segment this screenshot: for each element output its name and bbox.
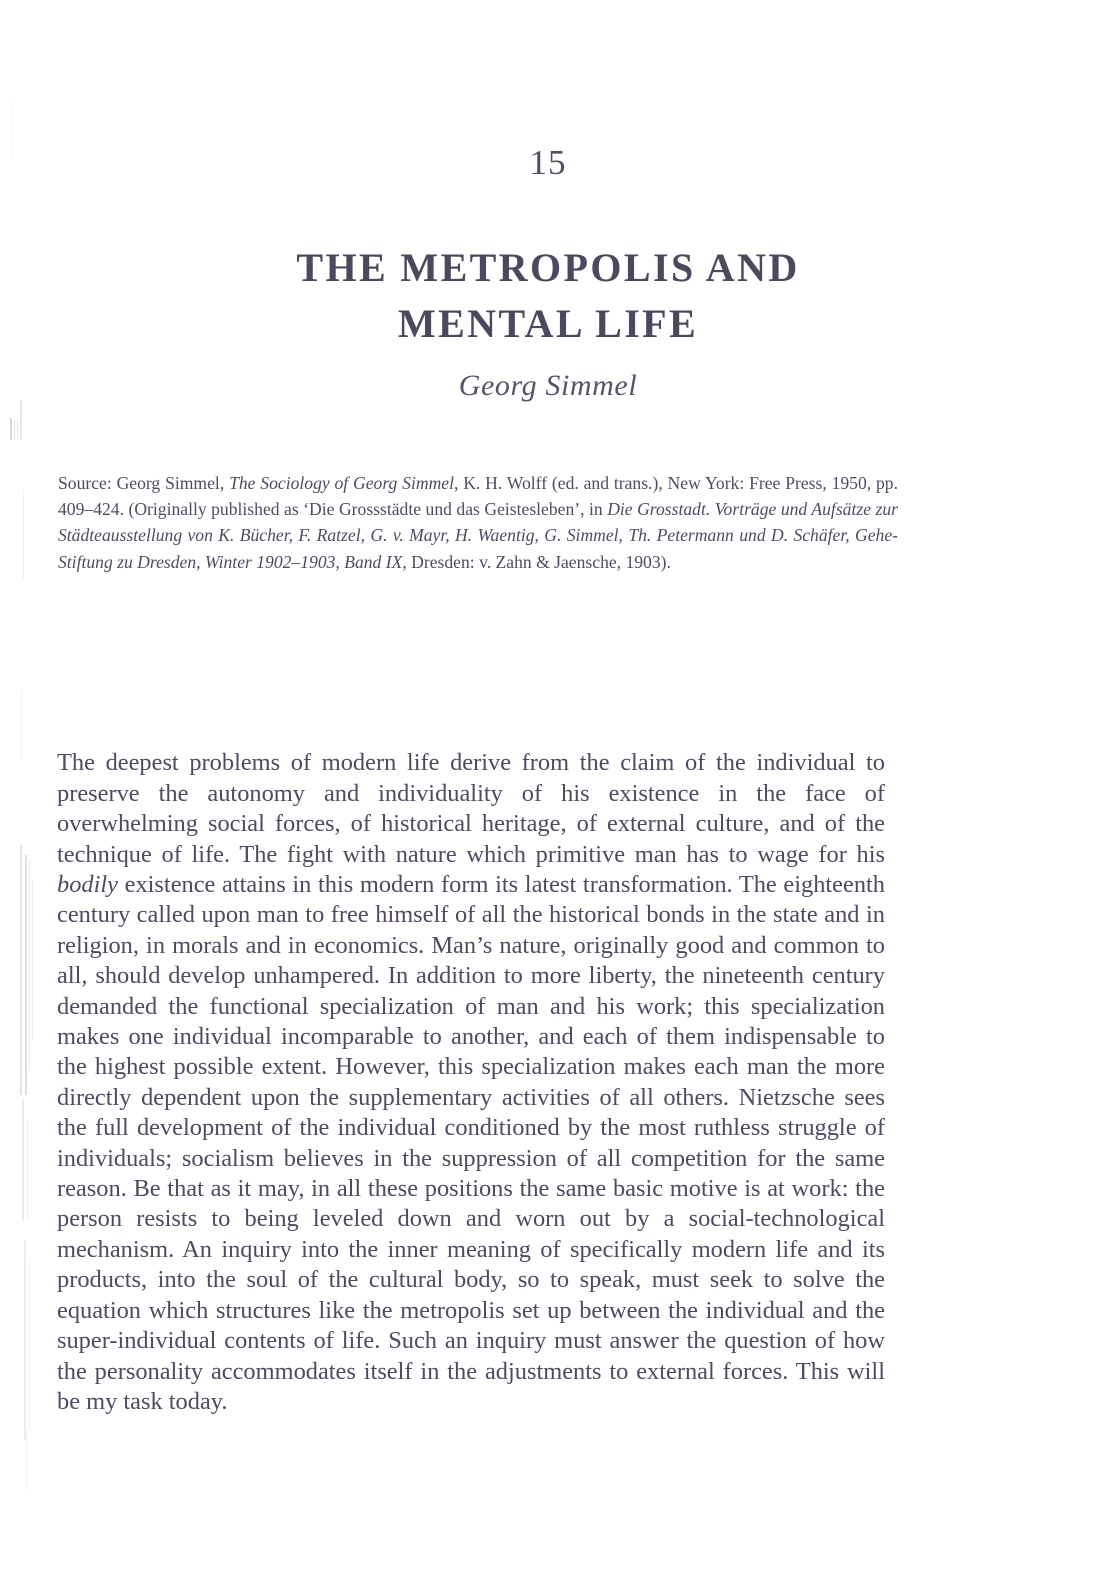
scan-streak <box>23 490 24 580</box>
source-original-title: Die Grosstadt. Vorträge und Aufsätze zur Städteausstellung von K. Bücher, F. Ratzel, G. v. Mayr, H. Waentig, G. Simmel, Th. Petermann und D. Schäfer, Gehe-Stiftung zu Dresden, Winter 1902–1903, Band IX <box>58 499 898 572</box>
author-byline: Georg Simmel <box>458 369 638 402</box>
scan-streak <box>27 1120 28 1220</box>
source-suffix: , Dresden: v. Zahn & Jaensche, 1903). <box>402 551 671 572</box>
scan-streak <box>20 400 22 440</box>
scan-streak <box>21 690 22 760</box>
scan-streak <box>32 880 33 1040</box>
source-publication-details: , K. H. Wolff (ed. and trans.), New York: Free Press, 1950, pp. 409–424. (Originally published as ‘Die Grossstädte und das Geistesleben’, in <box>58 473 898 520</box>
page-title <box>0 240 1096 352</box>
scan-streak <box>25 855 27 1095</box>
page-title-line-1: THE METROPOLIS AND <box>296 244 800 290</box>
scan-streak <box>29 1260 30 1430</box>
scan-streak <box>26 1430 27 1490</box>
body-emphasis-bodily: bodily <box>57 871 118 899</box>
body-text-part-1: The deepest problems of modern life derive from the claim of the individual to preserve the autonomy and individuality of his existence in the face of overwhelming social forces, of historical heritage, of external culture, and of the technique of life. The fight with nature which primitive man has to wage for his <box>57 749 885 868</box>
body-text-part-2: existence attains in this modern form its latest transformation. The eighteenth century called upon man to free himself of all the historical bonds in the state and in religion, in morals and in economics. Man’s nature, originally good and common to all, should develop unhampered. In addition to more liberty, the nineteenth century demanded the functional specialization of man and his work; this specialization makes one individual incomparable to another, and each of them indispensable to the highest possible extent. However, this specialization makes each man the more directly dependent upon the supplementary activities of all others. Nietzsche sees the full development of the individual conditioned by the most ruthless struggle of individuals; socialism believes in the suppression of all competition for the same reason. Be that as it may, in all these positions the same basic motive is at work: the person resists to being leveled down and worn out by a social-technological mechanism. An inquiry into the inner meaning of specifically modern life and its products, into the soul of the cultural body, so to speak, must seek to solve the equation which structures like the metropolis set up between the individual and the super-individual contents of life. Such an inquiry must answer the question of how the personality accommodates itself in the adjustments to external forces. This will be my task today. <box>57 871 885 1415</box>
scan-streak <box>20 845 22 1095</box>
scan-streak <box>24 1240 26 1440</box>
source-book-title: The Sociology of Georg Simmel <box>229 473 454 493</box>
scan-streak <box>29 860 30 1070</box>
scan-streak <box>22 1100 24 1220</box>
scan-streak <box>14 420 15 440</box>
page-title-line-2: MENTAL LIFE <box>397 300 699 346</box>
body-paragraph <box>57 748 885 1417</box>
chapter-number: 15 <box>529 143 567 182</box>
source-prefix: Source: Georg Simmel, <box>58 473 230 493</box>
source-citation <box>58 470 898 575</box>
scan-streak <box>10 418 12 440</box>
scan-streak <box>17 421 18 439</box>
